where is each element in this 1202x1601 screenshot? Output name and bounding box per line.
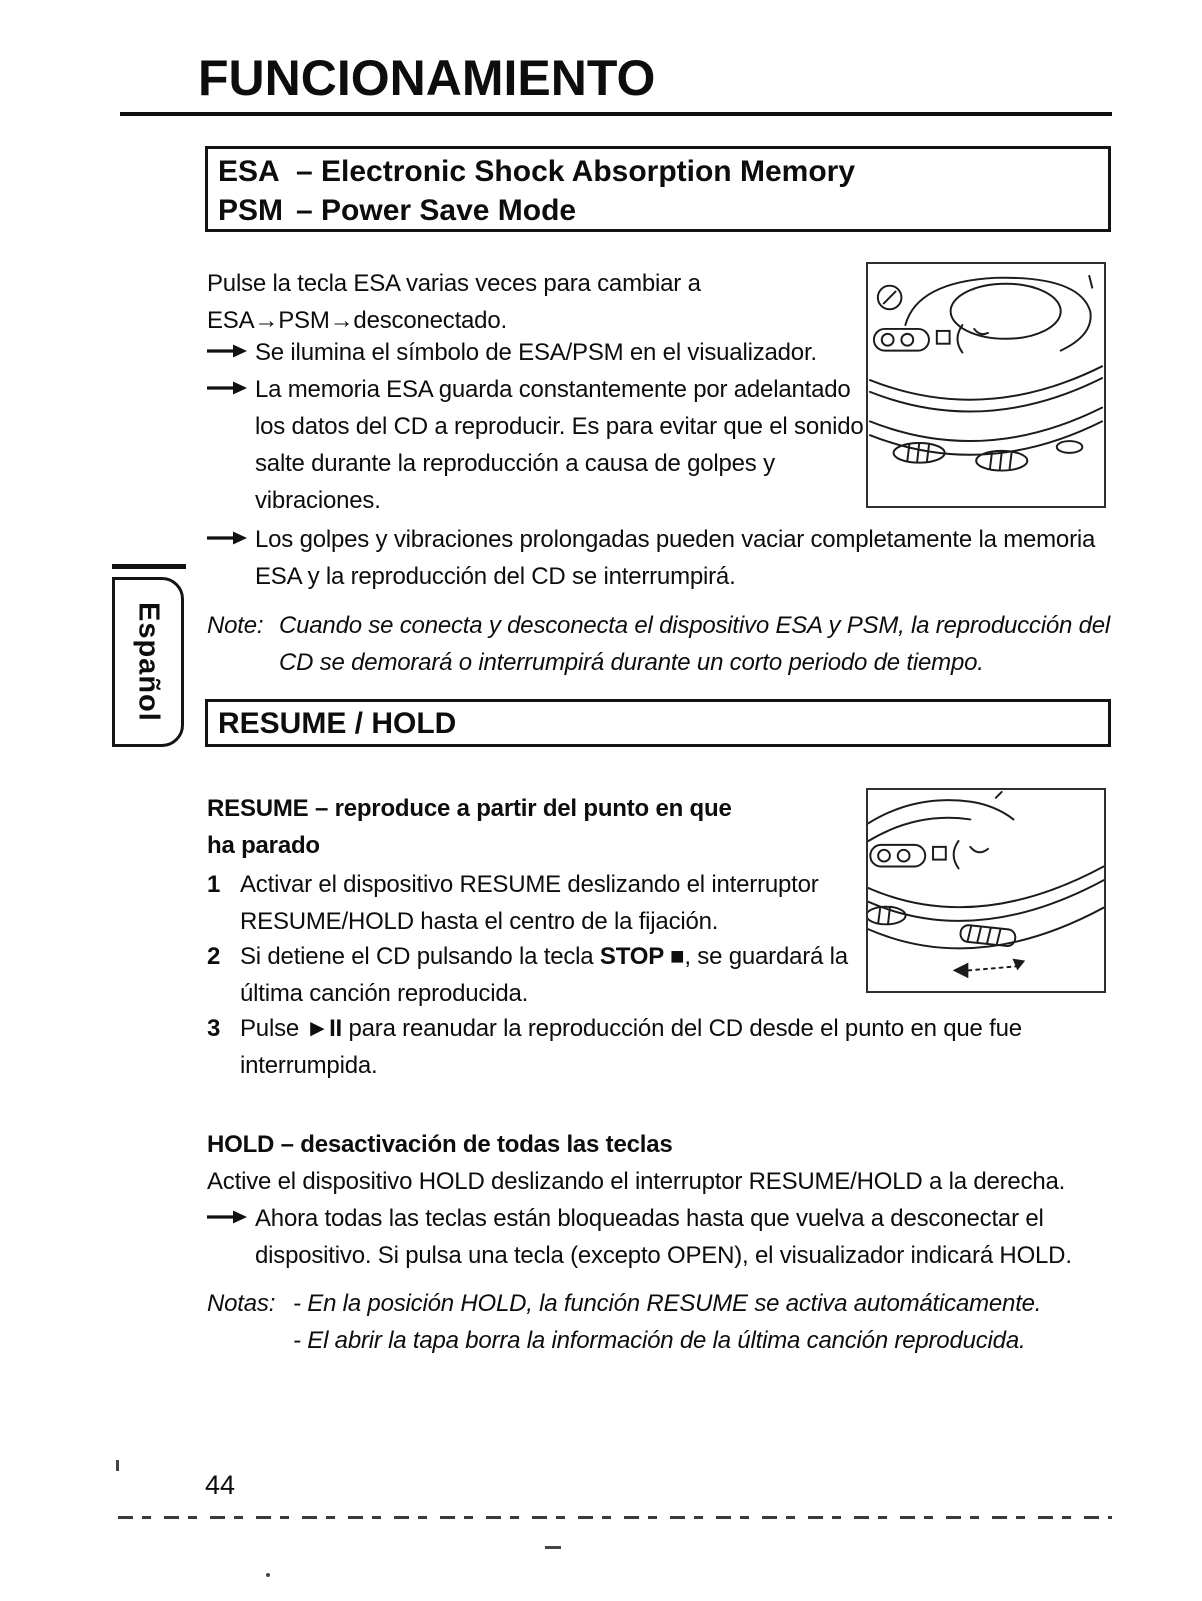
resume-heading-line1: RESUME – reproduce a partir del punto en que xyxy=(207,795,732,822)
esa-intro xyxy=(207,265,907,339)
page-title: FUNCIONAMIENTO xyxy=(198,50,656,106)
note-line-2: - El abrir la tapa borra la información de la última canción reproducida. xyxy=(293,1327,1026,1354)
psm-heading-row xyxy=(218,191,1108,230)
scan-artifact xyxy=(116,1460,119,1471)
page-number: 44 xyxy=(205,1470,236,1500)
step-number: 2 xyxy=(207,943,221,970)
resume-hold-heading-box xyxy=(205,699,1111,747)
resume-step-2 xyxy=(207,938,887,1012)
resume-heading-line2: ha parado xyxy=(207,832,320,859)
language-tab-top-line xyxy=(112,564,186,569)
play-pause-symbol: ►II xyxy=(305,1015,343,1042)
step-text xyxy=(240,938,862,1012)
cd-player-illustration-slider xyxy=(866,788,1106,993)
hold-bullet xyxy=(207,1200,1137,1274)
resume-step-1 xyxy=(207,866,867,940)
psm-desc: – Power Save Mode xyxy=(296,194,577,227)
esa-intro-line2: ESA→PSM→desconectado. xyxy=(207,307,507,334)
esa-bullet-1-text: Se ilumina el símbolo de ESA/PSM en el visualizador. xyxy=(255,339,817,366)
cd-player-illustration-top xyxy=(866,262,1106,508)
step-3-prefix: Pulse xyxy=(240,1015,306,1042)
arrow-bullet-icon xyxy=(207,521,255,545)
notes-label: Notas: xyxy=(207,1290,276,1317)
esa-bullet-3-text: Los golpes y vibraciones prolongadas pueden vaciar completamente la memoria ESA y la reproducción del CD se interrumpirá. xyxy=(255,526,1096,590)
esa-intro-line1: Pulse la tecla ESA varias veces para cambiar a xyxy=(207,270,701,297)
note-line-1: - En la posición HOLD, la función RESUME se activa automáticamente. xyxy=(293,1290,1042,1317)
cd-player-drawing xyxy=(868,264,1104,506)
step-text: Activar el dispositivo RESUME deslizando el interruptor RESUME/HOLD hasta el centro de la fijación. xyxy=(240,871,819,935)
resume-hold-title: RESUME / HOLD xyxy=(218,707,457,740)
step-2-rest: , se guardará la última canción reproducida. xyxy=(240,943,848,1007)
language-tab-label: Español xyxy=(132,602,165,722)
note-label: Note: xyxy=(207,612,264,639)
psm-abbr: PSM xyxy=(218,194,284,227)
step-number: 3 xyxy=(207,1015,221,1042)
hold-notes xyxy=(207,1285,1137,1359)
notes-lines xyxy=(293,1285,1133,1359)
stop-symbol: STOP ■ xyxy=(599,943,685,970)
esa-bullet-3 xyxy=(207,521,1137,595)
bottom-dashed-line xyxy=(118,1516,1112,1519)
scan-artifact xyxy=(545,1546,561,1549)
esa-abbr: ESA xyxy=(218,155,280,188)
hold-intro: Active el dispositivo HOLD deslizando el interruptor RESUME/HOLD a la derecha. xyxy=(207,1168,1066,1195)
step-text xyxy=(240,1010,1090,1084)
hold-heading: HOLD – desactivación de todas las teclas xyxy=(207,1131,673,1158)
step-number: 1 xyxy=(207,871,221,898)
note-text: Cuando se conecta y desconecta el dispositivo ESA y PSM, la reproducción del CD se demorará o interrumpirá durante un corto periodo de tiempo. xyxy=(279,612,1111,676)
title-underline xyxy=(120,112,1112,116)
resume-hold-slider-drawing xyxy=(868,790,1104,991)
esa-desc: – Electronic Shock Absorption Memory xyxy=(296,155,855,188)
scan-artifact xyxy=(266,1573,270,1577)
step-3-rest: para reanudar la reproducción del CD desde el punto en que fue interrumpida. xyxy=(240,1015,1022,1079)
hold-bullet-text: Ahora todas las teclas están bloqueadas hasta que vuelva a desconectar el dispositivo. Si pulsa una tecla (excepto OPEN), el visualizador indicará HOLD. xyxy=(255,1205,1072,1269)
resume-step-3 xyxy=(207,1010,1107,1084)
arrow-bullet-icon xyxy=(207,334,255,358)
esa-psm-heading-box xyxy=(205,146,1111,232)
arrow-bullet-icon xyxy=(207,371,255,395)
esa-heading-row xyxy=(218,152,1108,191)
esa-note xyxy=(207,607,1127,681)
esa-bullet-2 xyxy=(207,371,871,519)
resume-heading xyxy=(207,790,907,864)
esa-bullet-2-text: La memoria ESA guarda constantemente por adelantado los datos del CD a reproducir. Es para evitar que el sonido salte durante la reproducción a causa de golpes y vibraciones. xyxy=(255,376,864,514)
arrow-bullet-icon xyxy=(207,1200,255,1224)
step-2-prefix: Si detiene el CD pulsando la tecla xyxy=(240,943,600,970)
language-tab xyxy=(112,577,184,747)
